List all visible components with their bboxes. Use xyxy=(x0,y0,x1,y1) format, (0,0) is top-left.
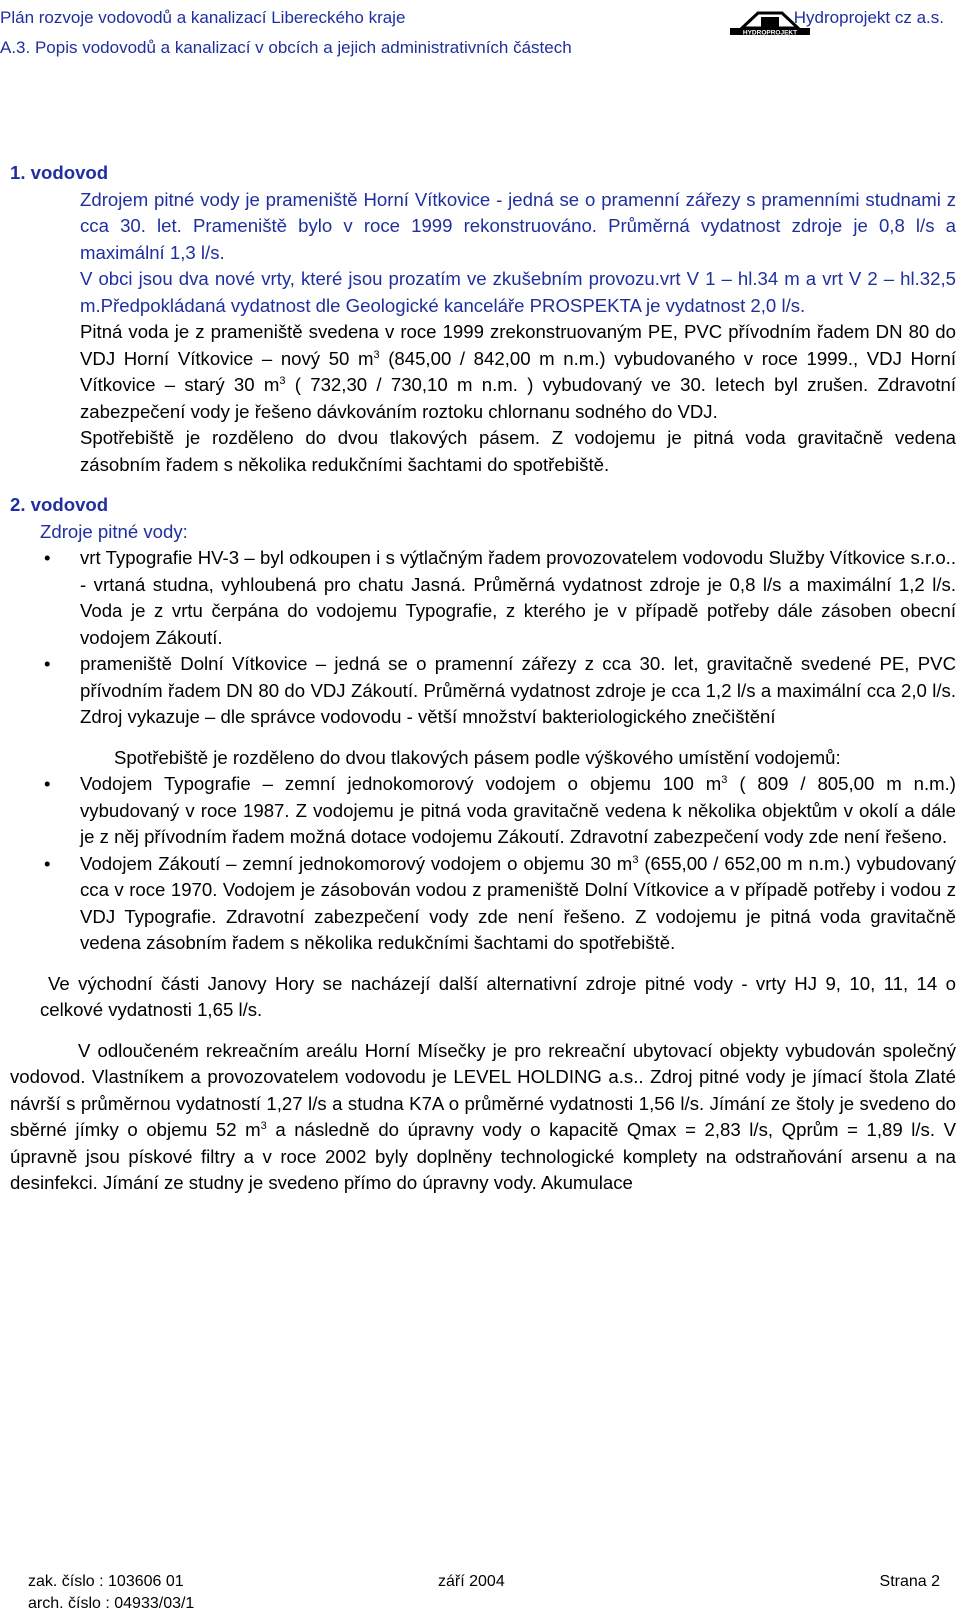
bullet-icon: • xyxy=(44,547,51,568)
bullet-icon: • xyxy=(44,653,51,674)
header-company: Hydroprojekt cz a.s. xyxy=(793,8,944,27)
reservoirs-list xyxy=(10,771,956,957)
paragraph-consumption: Spotřebiště je rozděleno do dvou tlakových pásem. Z vodojemu je pitná voda gravitačně vedena zásobním řadem s několika redukčními šachtami do spotřebiště. xyxy=(80,427,956,475)
footer-date: září 2004 xyxy=(438,1573,505,1590)
list-item: • Vodojem Typografie – zemní jednokomorový vodojem o objemu 100 $m^3$ ( 809 / 805,00 m n.m.) vybudovaný v roce 1987. Z vodojemu je pitná voda gravitačně vedena k několika objektům v okolí a dále je z něj přívodním řadem možná dotace vodojemu Zákoutí. Zdravotní zabezpečení vody zde není řešeno. xyxy=(44,773,956,847)
paragraph-wells: V obci jsou dva nové vrty, které jsou prozatím ve zkušebním provozu.vrt V 1 – hl.34 m a vrt V 2 – hl.32,5 m.Předpokládaná vydatnost dle Geologické kanceláře PROSPEKTA je vydatnost 2,0 l/s. xyxy=(80,268,956,316)
paragraph-supply: Pitná voda je z prameniště svedena v roce 1999 zrekonstruovaným PE, PVC přívodním řadem DN 80 do VDJ Horní Vítkovice – nový 50 $m^3$ (845,00 / 842,00 m n.m.) vybudovaného v roce 1999., VDJ Horní Vítkovice – starý 30 $m^3$ ( 732,30 / 730,10 m n.m. ) vybudovaný ve 30. letech byl zrušen. Zdravotní zabezpečení vody je řešeno dávkováním roztoku chlornanu sodného do VDJ. xyxy=(80,321,957,422)
svg-text:HYDROPROJEKT: HYDROPROJEKT xyxy=(742,29,798,36)
header-section: A.3. Popis vodovodů a kanalizací v obcích a jejich administrativních částech xyxy=(0,38,572,57)
paragraph-horni-misecky: V odloučeném rekreačním areálu Horní Mísečky je pro rekreační ubytovací objekty vybudován společný vodovod. Vlastníkem a provozovatelem vodovodu je LEVEL HOLDING a.s.. Zdroj pitné vody je jímací štola Zlaté návrší s průměrnou vydatností 1,27 l/s a studna K7A o průměrné vydatnosti 1,56 l/s. Jímání ze štoly je svedeno do sběrné jímky o objemu 52 $m^3$ a následně do úpravny vody o kapacitě Qmax = 2,83 l/s, Qprům = 1,89 l/s. V úpravně jsou pískové filtry a v roce 2002 byly doplněny technologické komplety na odstraňování arsenu a na desinfekci. Jímání ze studny je svedeno přímo do úpravny vody. Akumulace xyxy=(10,1039,956,1193)
heading-vodovod-2: 2. vodovod xyxy=(10,494,109,515)
paragraph-pressure-zones: Spotřebiště je rozděleno do dvou tlakových pásem podle výškového umístění vodojemů: xyxy=(114,746,841,768)
list-item: • vrt Typografie HV-3 – byl odkoupen i s výtlačným řadem provozovatelem vodovodu Služby Vítkovice s.r.o.. - vrtaná studna, vyhloubená pro chatu Jasná. Průměrná vydatnost zdroje je 0,8 l/s a maximální 1,2 l/s. Voda je z vrtu čerpána do vodojemu Typografie, z kterého je v případě potřeby dále zásoben obecní vodojem Zákoutí. xyxy=(44,547,956,648)
footer-page-number: Strana 2 xyxy=(879,1573,940,1590)
sources-list xyxy=(10,545,956,731)
footer-order-number: zak. číslo : 103606 01 xyxy=(28,1573,184,1590)
list-item: • prameniště Dolní Vítkovice – jedná se o pramenní zářezy z cca 30. let, gravitačně svedené PE, PVC přívodním řadem DN 80 do VDJ Zákoutí. Průměrná vydatnost zdroje je cca 1,2 l/s a maximální cca 2,0 l/s. Zdroj vykazuje – dle správce vodovodu - větší množství bakteriologického znečištění xyxy=(44,653,956,727)
sources-label: Zdroje pitné vody: xyxy=(40,520,188,542)
heading-vodovod-1: 1. vodovod xyxy=(10,162,109,183)
bullet-icon: • xyxy=(44,852,51,874)
footer-archive-number: arch. číslo : 04933/03/1 xyxy=(28,1595,195,1612)
paragraph-source: Zdrojem pitné vody je prameniště Horní Vítkovice - jedná se o pramenní zářezy s pramenními studnami z cca 30. let. Prameniště bylo v roce 1999 rekonstruováno. Průměrná vydatnost zdroje je 0,8 l/s a maximální 1,3 l/s. xyxy=(80,188,956,263)
page-header xyxy=(0,0,960,70)
paragraph-alternative-sources: Ve východní části Janovy Hory se nacházejí další alternativní zdroje pitné vody - vrty HJ 9, 10, 11, 14 o celkové vydatnosti 1,65 l/s. xyxy=(40,972,956,1020)
bullet-icon: • xyxy=(44,773,51,794)
header-title: Plán rozvoje vodovodů a kanalizací Libereckého kraje xyxy=(0,8,406,27)
document-body xyxy=(10,160,956,1197)
list-item: • Vodojem Zákoutí – zemní jednokomorový vodojem o objemu 30 $m^3$ (655,00 / 652,00 m n.m.) vybudovaný cca v roce 1970. Vodojem je zásobován vodou z prameniště Dolní Vítkovice a v případě potřeby i vodou z VDJ Typografie. Zdravotní zabezpečení vody zde není řešeno. Z vodojemu je pitná voda gravitačně vedena zásobním řadem s několika redukčními šachtami do spotřebiště. xyxy=(44,852,957,953)
